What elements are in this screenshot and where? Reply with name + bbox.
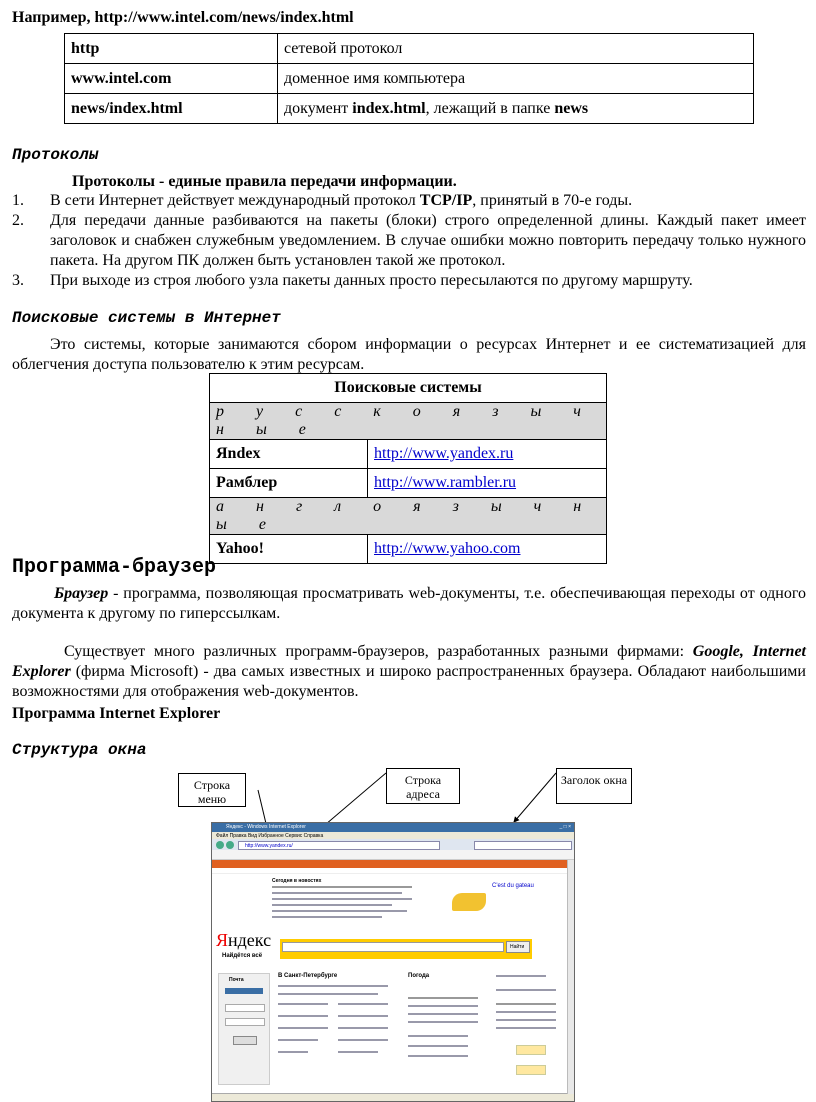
forward-icon[interactable] (226, 841, 234, 849)
search-text: Это системы, которые занимаются сбором информации о ресурсах Интернет и ее систематизацией для облегчения доступа пользователю к этим ресурсам. (12, 336, 806, 373)
yahoo-link[interactable]: http://www.yahoo.com (374, 540, 521, 557)
ie-title: Программа Internet Explorer (12, 705, 221, 722)
status-bar (212, 1093, 574, 1101)
search-button[interactable]: Найти (506, 941, 530, 953)
callout-title: Заголок окна (556, 768, 632, 804)
list-number: 3. (12, 272, 24, 289)
callout-menu: Строка меню (178, 773, 246, 807)
search-input[interactable] (474, 841, 572, 850)
weather-column: Погода (408, 973, 488, 1083)
toolbar[interactable] (212, 850, 574, 860)
table-row: http сетевой протокол (65, 34, 754, 64)
protocols-heading: Протоколы (12, 146, 99, 164)
address-bar (212, 839, 574, 850)
news-block: Сегодня в новостях (272, 878, 422, 936)
side-column (496, 973, 566, 1083)
list-number: 1. (12, 192, 24, 209)
login-panel: Почта (218, 973, 270, 1085)
yandex-logo: Яндекс (216, 930, 272, 950)
city-column: В Санкт-Петербурге (278, 973, 398, 1083)
login-button[interactable] (233, 1036, 257, 1045)
login-input[interactable] (225, 1004, 265, 1012)
window-controls[interactable]: _ □ × (559, 824, 571, 830)
list-number: 2. (12, 212, 24, 229)
table-row: а н г л о я з ы ч н ы е (210, 498, 607, 535)
back-icon[interactable] (216, 841, 224, 849)
address-input[interactable]: http://www.yandex.ru/ (238, 841, 440, 850)
table-row: Яndex http://www.yandex.ru (210, 440, 607, 469)
table-row: Рамблер http://www.rambler.ru (210, 469, 607, 498)
protocols-definition: Протоколы - единые правила передачи информации. (72, 173, 457, 190)
list-item: Для передачи данные разбиваются на пакеты (блоки) строго определенной длины. Каждый пакет имеет заголовок и снабжен служебным уведомлением. В случае ошибки можно повторить передачу только нужного пакета. На другом ПК должен быть установлен такой же протокол. (50, 212, 806, 269)
search-heading: Поисковые системы в Интернет (12, 309, 281, 327)
browser-screenshot: Яндекс - Windows Internet Explorer _ □ × Файл Правка Вид Избранное Сервис Справка http://www.yandex.ru/ Сегодня в новостях C'est du gateau Яндекс Найдётся всё Найти Почта В Санкт-Петербурге Погода (211, 822, 575, 1102)
title-bar: Яндекс - Windows Internet Explorer _ □ × (212, 823, 574, 832)
browser-definition: Браузер - программа, позволяющая просматривать web-документы, т.е. обеспечивающая переходы от одного документа к другому по гиперссылкам. (12, 585, 806, 622)
promo-image (452, 893, 486, 911)
table-row: р у с с к о я з ы ч н ы е (210, 403, 607, 440)
password-input[interactable] (225, 1018, 265, 1026)
yandex-search-input[interactable] (282, 942, 504, 952)
list-item: В сети Интернет действует международный протокол TCP/IP, принятый в 70-е годы. (50, 192, 633, 209)
intro-line: Например, http://www.intel.com/news/index.html (12, 9, 354, 26)
browser-heading: Программа-браузер (12, 556, 217, 579)
scrollbar[interactable] (567, 860, 574, 1094)
callout-address: Строка адреса (386, 768, 460, 804)
rambler-link[interactable]: http://www.rambler.ru (374, 474, 517, 491)
yandex-link[interactable]: http://www.yandex.ru (374, 445, 514, 462)
promo-bar (212, 860, 574, 868)
table-row: news/index.html документ index.html, лежащий в папке news (65, 94, 754, 124)
table-row: Yahoo! http://www.yahoo.com (210, 535, 607, 564)
table-row: www.intel.com доменное имя компьютера (65, 64, 754, 94)
structure-heading: Структура окна (12, 741, 147, 759)
table-header: Поисковые системы (210, 374, 607, 403)
menu-bar[interactable]: Файл Правка Вид Избранное Сервис Справка (212, 832, 574, 839)
list-item: При выходе из строя любого узла пакеты данных просто пересылаются по другому маршруту. (50, 272, 693, 289)
browser-paragraph: Существует много различных программ-браузеров, разработанных разными фирмами: Google, Internet Explorer (фирма Microsoft) - два самых известных и широко распространенных браузера. Обладают наибольшими возможностями для отображения web-документов. (12, 643, 806, 700)
search-box (280, 939, 532, 959)
